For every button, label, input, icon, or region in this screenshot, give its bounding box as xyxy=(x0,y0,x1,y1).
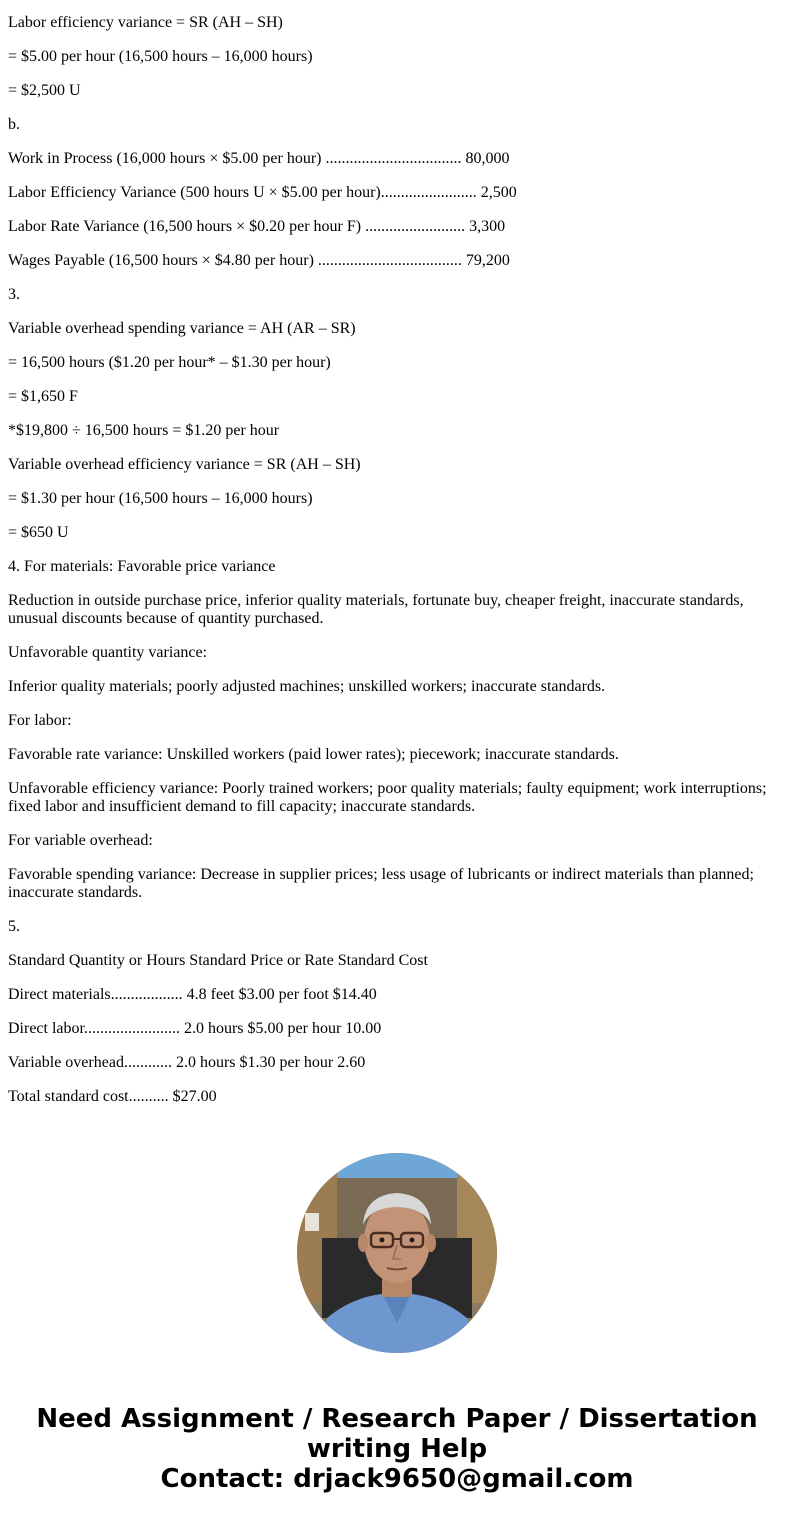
text-line: Variable overhead spending variance = AH (AR – SR) xyxy=(8,320,356,337)
text-line: For labor: xyxy=(8,712,72,729)
paragraph: Reduction in outside purchase price, inferior quality materials, fortunate buy, cheaper freight, inaccurate standards, unusual discounts because of quantity purchased. xyxy=(8,592,744,627)
text-line: = $1.30 per hour (16,500 hours – 16,000 hours) xyxy=(8,490,313,507)
contact-email: Contact: drjack9650@gmail.com xyxy=(160,1464,634,1494)
text-line: = 16,500 hours ($1.20 per hour* – $1.30 per hour) xyxy=(8,354,331,371)
text-line: Variable overhead efficiency variance = SR (AH – SH) xyxy=(8,456,361,473)
text-line: = $2,500 U xyxy=(8,82,81,99)
text-line: For variable overhead: xyxy=(8,832,153,849)
standard-cost-row: Variable overhead............ 2.0 hours $1.30 per hour 2.60 xyxy=(8,1054,366,1071)
section-label: 5. xyxy=(8,918,20,935)
text-line: = $5.00 per hour (16,500 hours – 16,000 hours) xyxy=(8,48,313,65)
contact-banner xyxy=(0,1404,794,1494)
avatar xyxy=(297,1153,497,1353)
journal-entry-line: Wages Payable (16,500 hours × $4.80 per hour) .................................... 79,200 xyxy=(8,252,510,269)
text-line: = $1,650 F xyxy=(8,388,78,405)
paragraph: Favorable spending variance: Decrease in supplier prices; less usage of lubricants or indirect materials than planned; inaccurate standards. xyxy=(8,866,754,901)
text-line: Unfavorable quantity variance: xyxy=(8,644,208,661)
section-heading: 4. For materials: Favorable price variance xyxy=(8,558,276,575)
journal-entry-line: Labor Rate Variance (16,500 hours × $0.20 per hour F) ......................... 3,300 xyxy=(8,218,506,235)
paragraph: Inferior quality materials; poorly adjusted machines; unskilled workers; inaccurate standards. xyxy=(8,678,606,695)
text-line: Labor efficiency variance = SR (AH – SH) xyxy=(8,14,283,31)
footnote-line: *$19,800 ÷ 16,500 hours = $1.20 per hour xyxy=(8,422,280,439)
section-label: b. xyxy=(8,116,20,133)
banner-line: Need Assignment / Research Paper / Dissertation xyxy=(36,1404,758,1434)
journal-entry-line: Labor Efficiency Variance (500 hours U × $5.00 per hour)........................ 2,500 xyxy=(8,184,517,201)
standard-cost-header: Standard Quantity or Hours Standard Price or Rate Standard Cost xyxy=(8,952,428,969)
paragraph: Unfavorable efficiency variance: Poorly trained workers; poor quality materials; faulty equipment; work interruptions; fixed labor and insufficient demand to fill capacity; inaccurate standards. xyxy=(8,780,767,815)
standard-cost-row: Direct materials.................. 4.8 feet $3.00 per foot $14.40 xyxy=(8,986,377,1003)
paragraph: Favorable rate variance: Unskilled workers (paid lower rates); piecework; inaccurate standards. xyxy=(8,746,619,763)
banner-line: writing Help xyxy=(306,1434,488,1464)
text-line: = $650 U xyxy=(8,524,69,541)
journal-entry-line: Work in Process (16,000 hours × $5.00 per hour) .................................. 80,000 xyxy=(8,150,510,167)
standard-cost-row: Direct labor........................ 2.0 hours $5.00 per hour 10.00 xyxy=(8,1020,382,1037)
standard-cost-total: Total standard cost.......... $27.00 xyxy=(8,1088,217,1105)
section-label: 3. xyxy=(8,286,20,303)
